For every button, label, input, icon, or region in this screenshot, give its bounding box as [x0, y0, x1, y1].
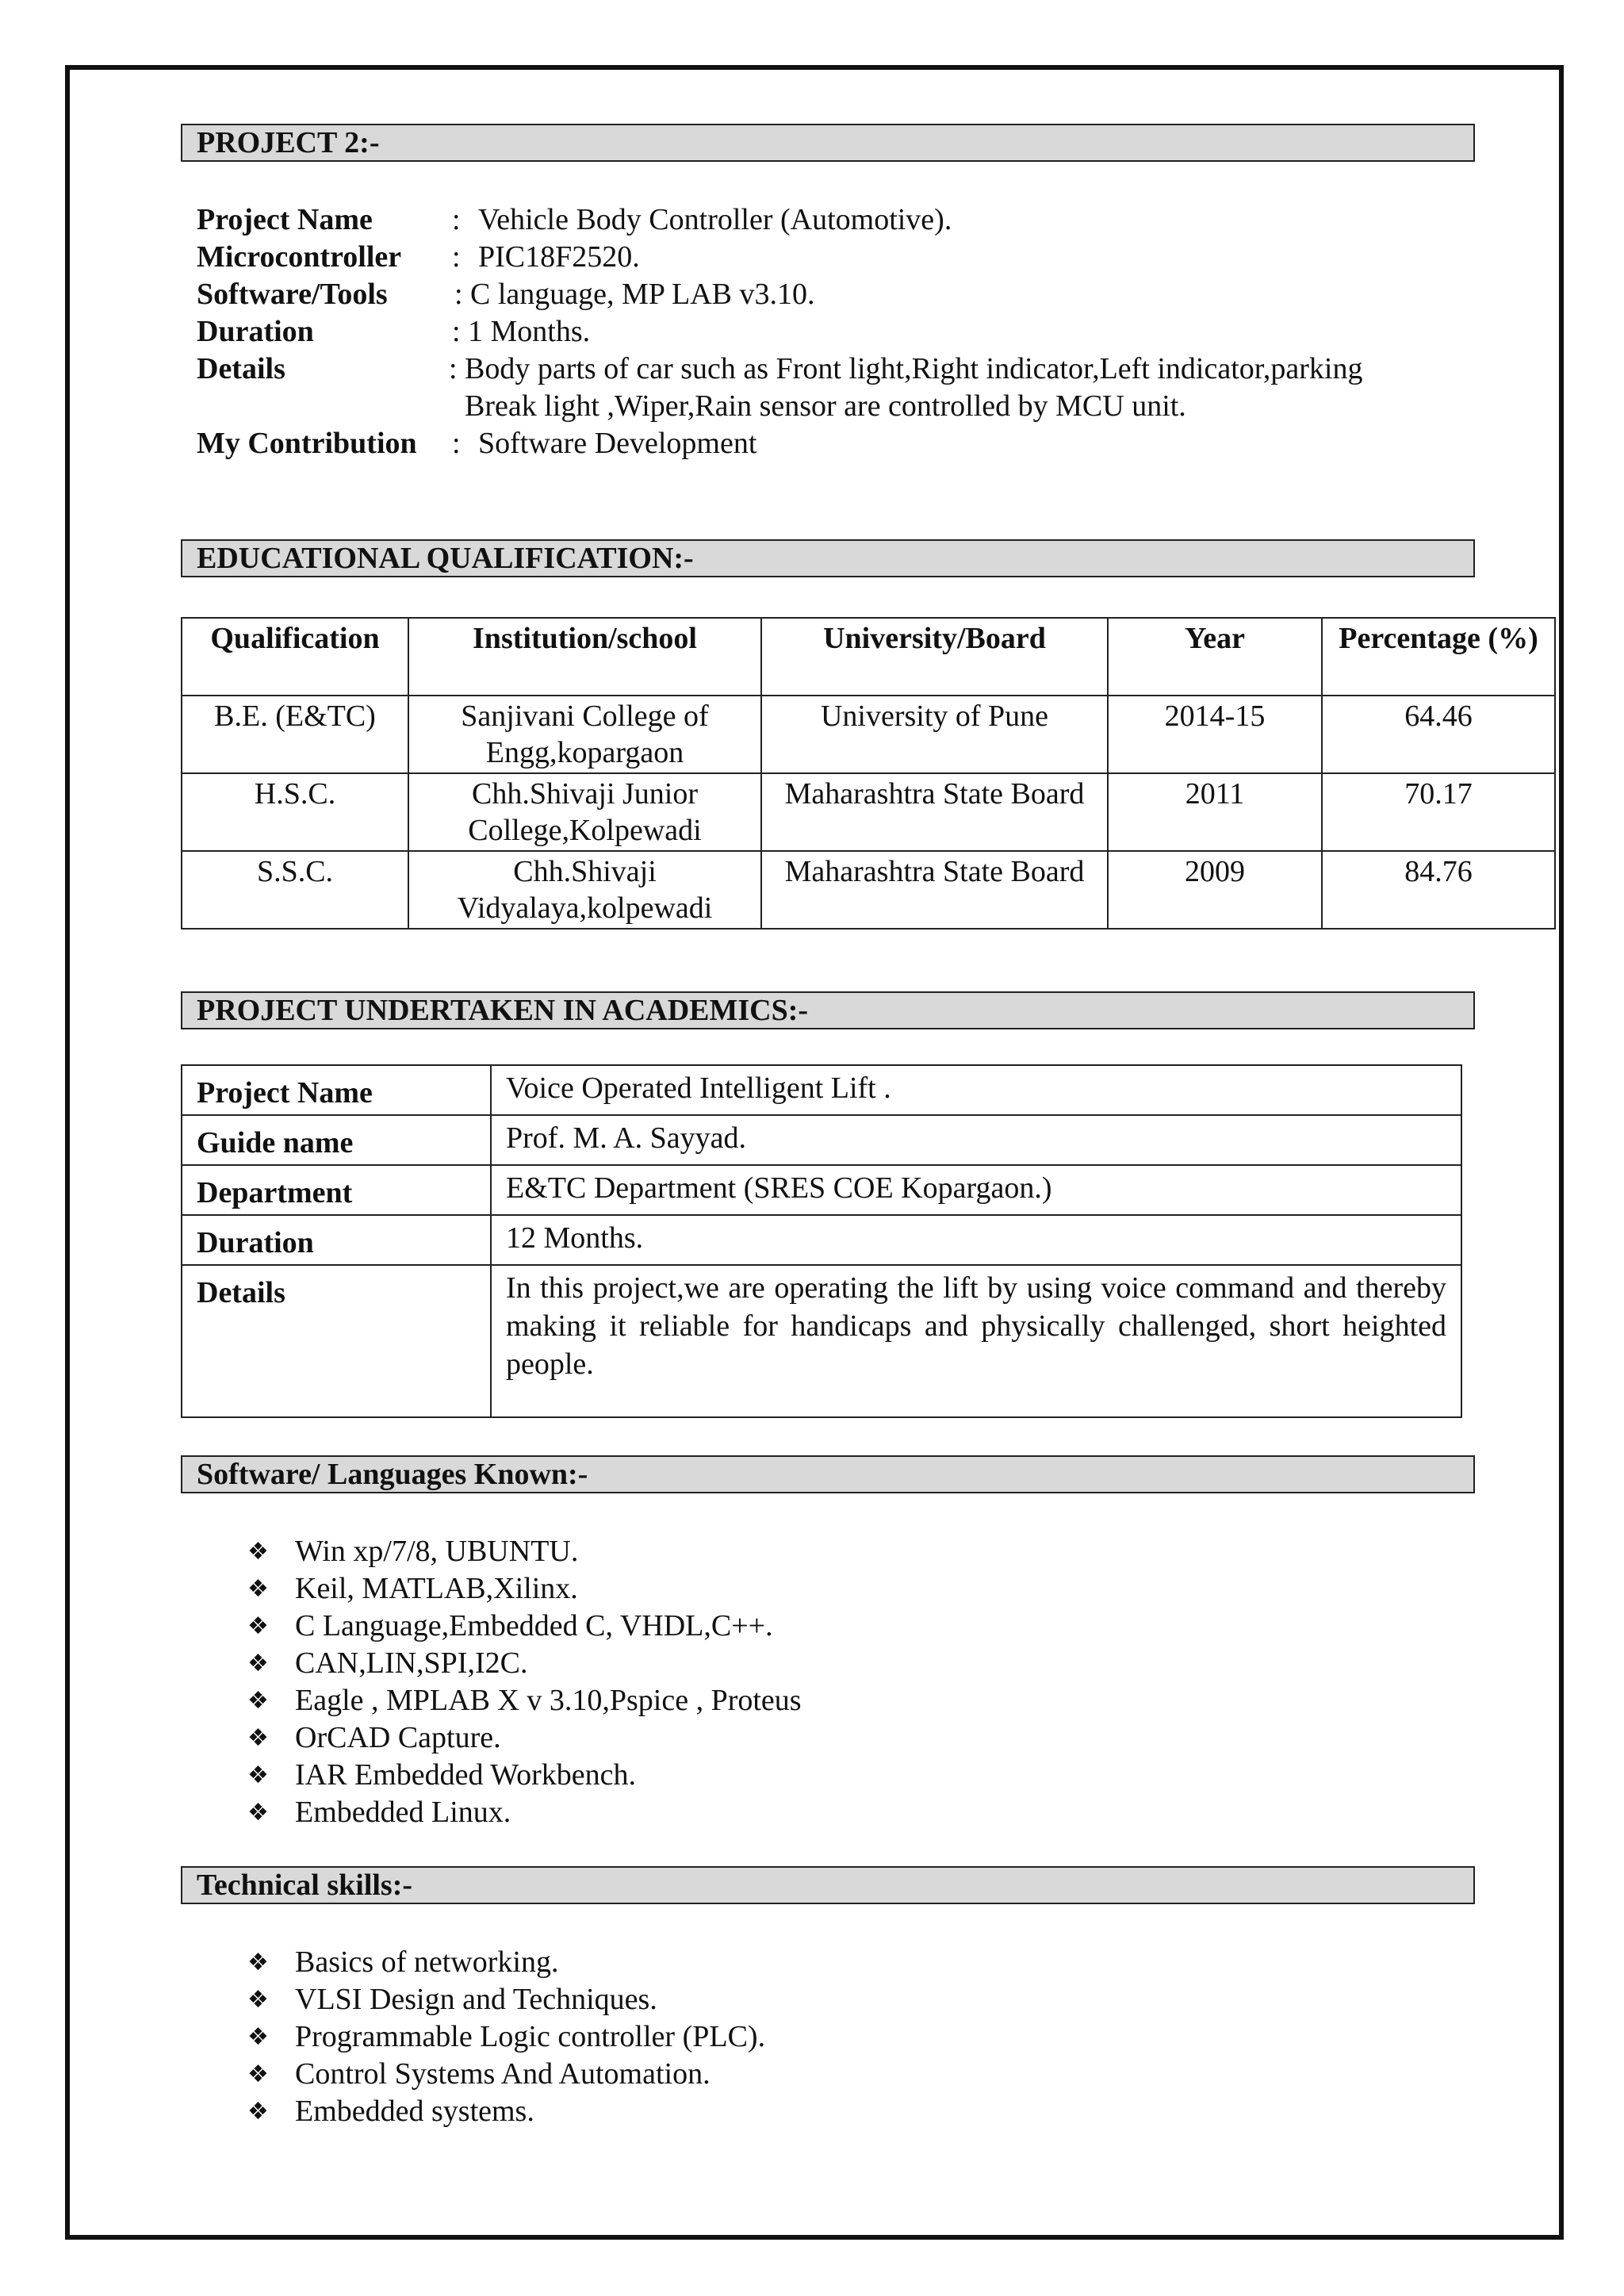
diamond-bullet-icon: ❖ [247, 1724, 269, 1752]
table-cell: S.S.C. [182, 851, 408, 929]
kv-key: Software/Tools [197, 278, 388, 311]
list-item [247, 1533, 802, 1570]
diamond-bullet-icon: ❖ [247, 1538, 269, 1566]
list-item [247, 1719, 802, 1757]
table-cell: 84.76 [1322, 851, 1555, 929]
table-row [182, 696, 1555, 773]
table-row [182, 851, 1555, 929]
table-row [182, 773, 1555, 851]
column-header: Institution/school [408, 618, 761, 696]
column-header: University/Board [761, 618, 1108, 696]
table-cell: Sanjivani College of Engg,kopargaon [408, 696, 761, 773]
row-label: Duration [182, 1215, 491, 1265]
section-heading-education: EDUCATIONAL QUALIFICATION:- [181, 539, 1475, 577]
row-label: Project Name [182, 1065, 491, 1115]
table-cell: H.S.C. [182, 773, 408, 851]
diamond-bullet-icon: ❖ [247, 1949, 269, 1976]
column-header: Qualification [182, 618, 408, 696]
list-item-text: Keil, MATLAB,Xilinx. [295, 1572, 578, 1605]
row-value: Prof. M. A. Sayyad. [491, 1115, 1461, 1165]
table-row [182, 1065, 1461, 1115]
list-item [247, 1981, 765, 2018]
table-row [182, 1215, 1461, 1265]
kv-value: C language, MP LAB v3.10. [470, 278, 815, 311]
kv-value-cont: Break light ,Wiper,Rain sensor are controlled by MCU unit. [465, 389, 1186, 423]
list-item-text: Win xp/7/8, UBUNTU. [295, 1535, 579, 1568]
technical-list [247, 1944, 765, 2130]
diamond-bullet-icon: ❖ [247, 2098, 269, 2125]
table-cell: 2014-15 [1108, 696, 1322, 773]
kv-value: PIC18F2520. [478, 240, 640, 274]
table-row [182, 1265, 1461, 1417]
section-heading-project2: PROJECT 2:- [181, 124, 1475, 162]
list-item [247, 2093, 765, 2130]
list-item [247, 1645, 802, 1682]
section-heading-academics: PROJECT UNDERTAKEN IN ACADEMICS:- [181, 991, 1475, 1029]
list-item-text: C Language,Embedded C, VHDL,C++. [295, 1609, 773, 1642]
list-item [247, 2018, 765, 2056]
list-item-text: Eagle , MPLAB X v 3.10,Pspice , Proteus [295, 1684, 802, 1717]
diamond-bullet-icon: ❖ [247, 1687, 269, 1715]
kv-key: Duration [197, 315, 314, 348]
kv-key: Microcontroller [197, 240, 402, 274]
list-item-text: Control Systems And Automation. [295, 2057, 710, 2091]
table-cell: Chh.Shivaji Junior College,Kolpewadi [408, 773, 761, 851]
table-cell: University of Pune [761, 696, 1108, 773]
table-row [182, 1165, 1461, 1215]
table-cell: 70.17 [1322, 773, 1555, 851]
kv-value: Body parts of car such as Front light,Right indicator,Left indicator,parking [465, 352, 1363, 385]
kv-value: Vehicle Body Controller (Automotive). [478, 203, 952, 236]
list-item [247, 1608, 802, 1645]
kv-value: Software Development [478, 427, 757, 460]
list-item-text: Basics of networking. [295, 1945, 559, 1979]
list-item-text: Programmable Logic controller (PLC). [295, 2020, 766, 2053]
kv-sep: : [452, 315, 461, 348]
list-item [247, 2056, 765, 2093]
diamond-bullet-icon: ❖ [247, 1575, 269, 1603]
list-item [247, 1794, 802, 1831]
list-item [247, 1944, 765, 1981]
diamond-bullet-icon: ❖ [247, 2060, 269, 2088]
kv-key: My Contribution [197, 427, 417, 460]
table-cell: 2009 [1108, 851, 1322, 929]
row-value: In this project,we are operating the lift by using voice command and thereby making it reliable for handicaps and physically challenged, short heighted people. [491, 1265, 1461, 1417]
list-item-text: IAR Embedded Workbench. [295, 1758, 636, 1792]
list-item-text: OrCAD Capture. [295, 1721, 501, 1754]
row-label: Department [182, 1165, 491, 1215]
table-cell: Maharashtra State Board [761, 773, 1108, 851]
table-cell: 64.46 [1322, 696, 1555, 773]
kv-sep: : [449, 352, 458, 385]
row-label: Guide name [182, 1115, 491, 1165]
table-cell: 2011 [1108, 773, 1322, 851]
list-item-text: Embedded Linux. [295, 1796, 511, 1829]
kv-key: Details [197, 352, 285, 385]
table-row [182, 1115, 1461, 1165]
academic-project-table [181, 1064, 1462, 1418]
list-item-text: VLSI Design and Techniques. [295, 1983, 657, 2016]
list-item-text: Embedded systems. [295, 2095, 534, 2128]
education-table [181, 617, 1556, 930]
diamond-bullet-icon: ❖ [247, 2023, 269, 2051]
section-heading-technical: Technical skills:- [181, 1866, 1475, 1904]
table-cell: Chh.Shivaji Vidyalaya,kolpewadi [408, 851, 761, 929]
kv-value: 1 Months. [468, 315, 591, 348]
row-value: Voice Operated Intelligent Lift . [491, 1065, 1461, 1115]
column-header: Year [1108, 618, 1322, 696]
diamond-bullet-icon: ❖ [247, 1986, 269, 2014]
table-header-row [182, 618, 1555, 696]
column-header: Percentage (%) [1322, 618, 1555, 696]
diamond-bullet-icon: ❖ [247, 1650, 269, 1677]
row-value: E&TC Department (SRES COE Kopargaon.) [491, 1165, 1461, 1215]
kv-sep: : [452, 427, 461, 460]
kv-sep: : [452, 240, 461, 274]
diamond-bullet-icon: ❖ [247, 1761, 269, 1789]
kv-sep: : [454, 278, 463, 311]
row-value: 12 Months. [491, 1215, 1461, 1265]
table-cell: B.E. (E&TC) [182, 696, 408, 773]
list-item [247, 1682, 802, 1719]
list-item [247, 1570, 802, 1608]
kv-sep: : [452, 203, 461, 236]
diamond-bullet-icon: ❖ [247, 1799, 269, 1826]
software-list [247, 1533, 802, 1831]
section-heading-software: Software/ Languages Known:- [181, 1455, 1475, 1493]
list-item [247, 1757, 802, 1794]
table-cell: Maharashtra State Board [761, 851, 1108, 929]
row-label: Details [182, 1265, 491, 1417]
list-item-text: CAN,LIN,SPI,I2C. [295, 1646, 528, 1680]
diamond-bullet-icon: ❖ [247, 1612, 269, 1640]
kv-key: Project Name [197, 203, 373, 236]
